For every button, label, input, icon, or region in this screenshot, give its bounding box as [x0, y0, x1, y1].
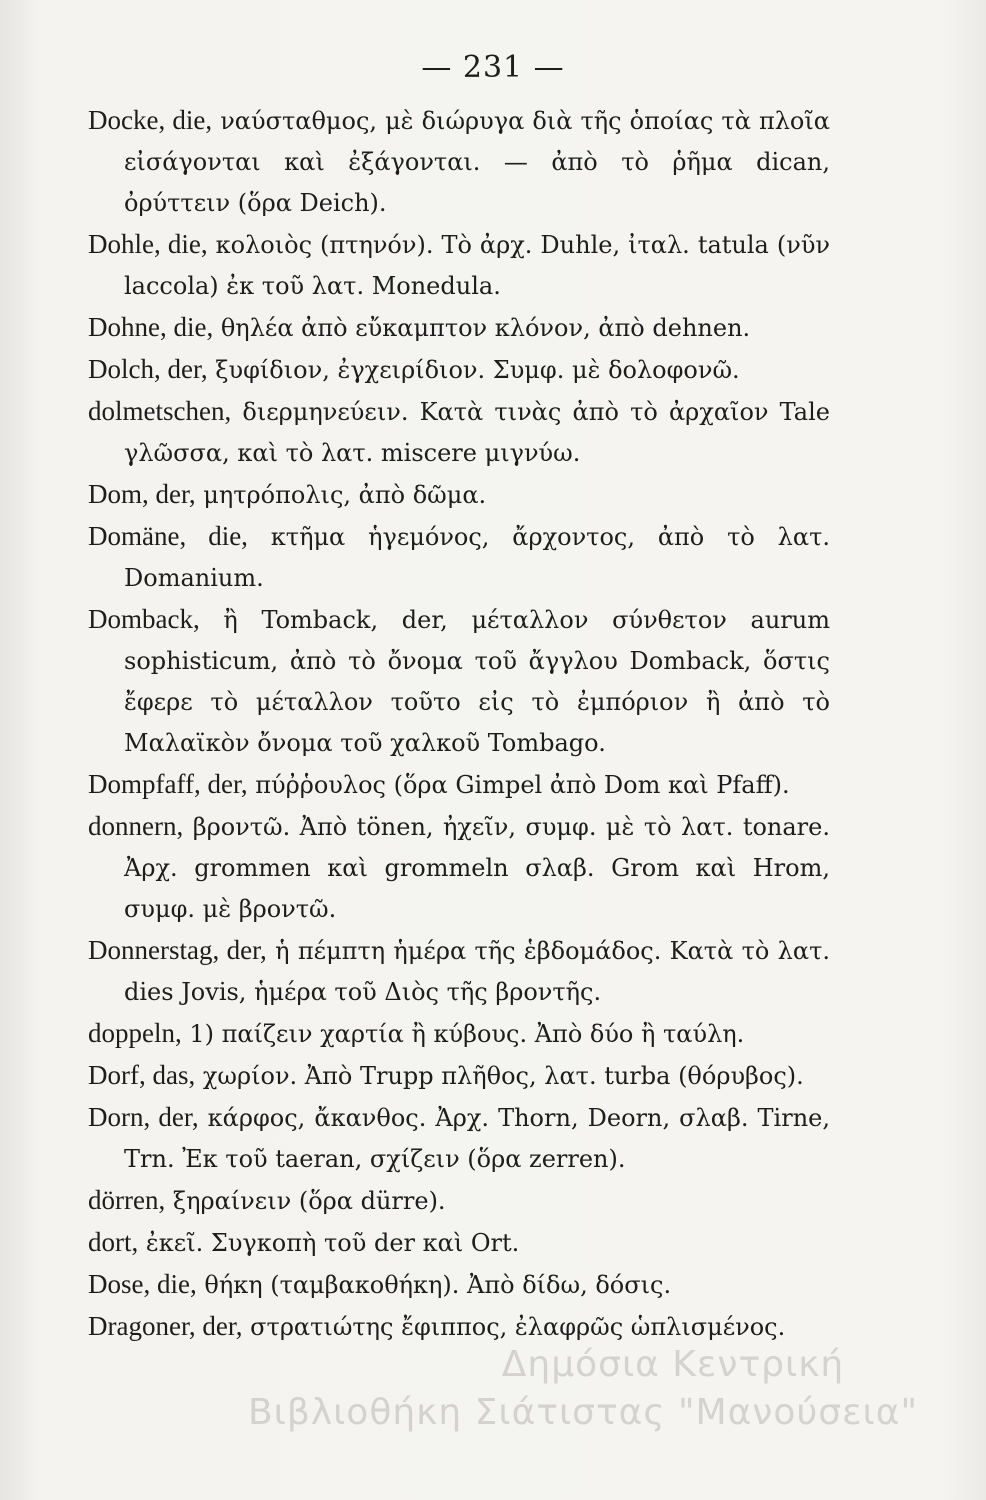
dictionary-entry — [88, 599, 830, 764]
dictionary-entry — [88, 1306, 830, 1348]
entry-definition: κολοιὸς (πτηνόν). Τὸ ἀρχ. Duhle, ἰταλ. tatula (νῦν laccola) ἐκ τοῦ λατ. Monedula. — [124, 231, 830, 300]
entry-headword: Domäne, die, — [88, 521, 248, 551]
dictionary-entry — [88, 1055, 830, 1097]
dictionary-entry — [88, 391, 830, 474]
entry-definition: χωρίον. Ἀπὸ Trupp πλῆθος, λατ. turba (θόρυβος). — [202, 1062, 804, 1090]
dictionary-entry — [88, 1097, 830, 1180]
dictionary-entry — [88, 474, 830, 516]
entry-headword: doppeln, — [88, 1018, 182, 1048]
dictionary-entry — [88, 224, 830, 307]
entry-definition: ἡ πέμπτη ἡμέρα τῆς ἑβδομάδος. Κατὰ τὸ λατ. dies Jovis, ἡμέρα τοῦ Διὸς τῆς βροντῆς. — [124, 937, 830, 1006]
entry-headword: Dom, der, — [88, 479, 196, 509]
entry-definition: 1) παίζειν χαρτία ἢ κύβους. Ἀπὸ δύο ἢ ταύλη. — [189, 1020, 745, 1048]
dictionary-entry — [88, 307, 830, 349]
entry-headword: Domback, — [88, 604, 200, 634]
page-number: — 231 — — [421, 50, 565, 85]
entry-definition: ξηραίνειν (ὅρα dürre). — [172, 1187, 446, 1215]
dictionary-entry — [88, 100, 830, 224]
entry-definition: στρατιώτης ἔφιππος, ἐλαφρῶς ὡπλισμένος. — [250, 1313, 786, 1341]
entry-headword: donnern, — [88, 811, 184, 841]
entry-definition: ἢ Tomback, der, μέταλλον σύνθετον aurum sophisticum, ἀπὸ τὸ ὄνομα τοῦ ἄγγλου Domback, ὅστις ἔφερε τὸ μέταλλον τοῦτο εἰς τὸ ἐμπόριον ἢ ἀπὸ τὸ Μαλαϊκὸν ὄνομα τοῦ χαλκοῦ Tombago. — [124, 606, 830, 757]
dictionary-entry — [88, 349, 830, 391]
entry-definition: θηλέα ἀπὸ εὔκαμπτον κλόνον, ἀπὸ dehnen. — [220, 314, 751, 342]
entry-definition: θήκη (ταμβακοθήκη). Ἀπὸ δίδω, δόσις. — [204, 1271, 672, 1299]
entry-definition: κάρφος, ἄκανθος. Ἀρχ. Thorn, Deorn, σλαβ. Tirne, Trn. Ἐκ τοῦ taeran, σχίζειν (ὅρα zerren). — [124, 1104, 830, 1173]
entry-headword: Docke, die, — [88, 105, 213, 135]
entry-definition: διερμηνεύειν. Κατὰ τινὰς ἀπὸ τὸ ἀρχαῖον Tale γλῶσσα, καὶ τὸ λατ. miscere μιγνύω. — [124, 398, 830, 467]
entry-headword: Dorf, das, — [88, 1060, 196, 1090]
entry-definition: ξυφίδιον, ἐγχειρίδιον. Συμφ. μὲ δολοφονῶ. — [215, 356, 740, 384]
library-watermark-line2: Βιβλιοθήκη Σιάτιστας "Μανούσεια" — [247, 1392, 919, 1433]
entry-headword: Donnerstag, der, — [88, 935, 267, 965]
entry-headword: Dorn, der, — [88, 1102, 199, 1132]
entry-headword: Dragoner, der, — [88, 1311, 243, 1341]
entry-definition: πύῤῥουλος (ὅρα Gimpel ἀπὸ Dom καὶ Pfaff). — [255, 771, 790, 799]
entry-headword: Dohle, die, — [88, 229, 208, 259]
dictionary-entry — [88, 1264, 830, 1306]
entry-headword: Dose, die, — [88, 1269, 197, 1299]
entry-definition: μητρόπολις, ἀπὸ δῶμα. — [203, 481, 487, 509]
entry-definition: ναύσταθμος, μὲ διώρυγα διὰ τῆς ὁποίας τὰ πλοῖα εἰσάγονται καὶ ἐξάγονται. — ἀπὸ τὸ ῥῆμα dican, ὀρύττειν (ὅρα Deich). — [124, 107, 831, 217]
entry-headword: Dompfaff, der, — [88, 769, 248, 799]
entry-headword: dort, — [88, 1227, 139, 1257]
dictionary-entry — [88, 930, 830, 1013]
dictionary-entry — [88, 764, 830, 806]
dictionary-entry — [88, 806, 830, 930]
entry-headword: dolmetschen, — [88, 396, 232, 426]
library-watermark-line1: Δημόσια Κεντρική — [501, 1344, 845, 1385]
dictionary-entry — [88, 1222, 830, 1264]
dictionary-entries — [88, 100, 830, 1348]
entry-headword: Dolch, der, — [88, 354, 208, 384]
dictionary-entry — [88, 516, 830, 599]
entry-headword: dörren, — [88, 1185, 166, 1215]
entry-definition: βροντῶ. Ἀπὸ tönen, ἠχεῖν, συμφ. μὲ τὸ λατ. tonare. Ἀρχ. grommen καὶ grommeln σλαβ. Grom καὶ Hrom, συμφ. μὲ βροντῶ. — [124, 813, 830, 923]
dictionary-entry — [88, 1013, 830, 1055]
dictionary-entry — [88, 1180, 830, 1222]
entry-definition: ἐκεῖ. Συγκοπὴ τοῦ der καὶ Ort. — [145, 1229, 520, 1257]
entry-definition: κτῆμα ἡγεμόνος, ἄρχοντος, ἀπὸ τὸ λατ. Domanium. — [124, 523, 831, 592]
entry-headword: Dohne, die, — [88, 312, 214, 342]
